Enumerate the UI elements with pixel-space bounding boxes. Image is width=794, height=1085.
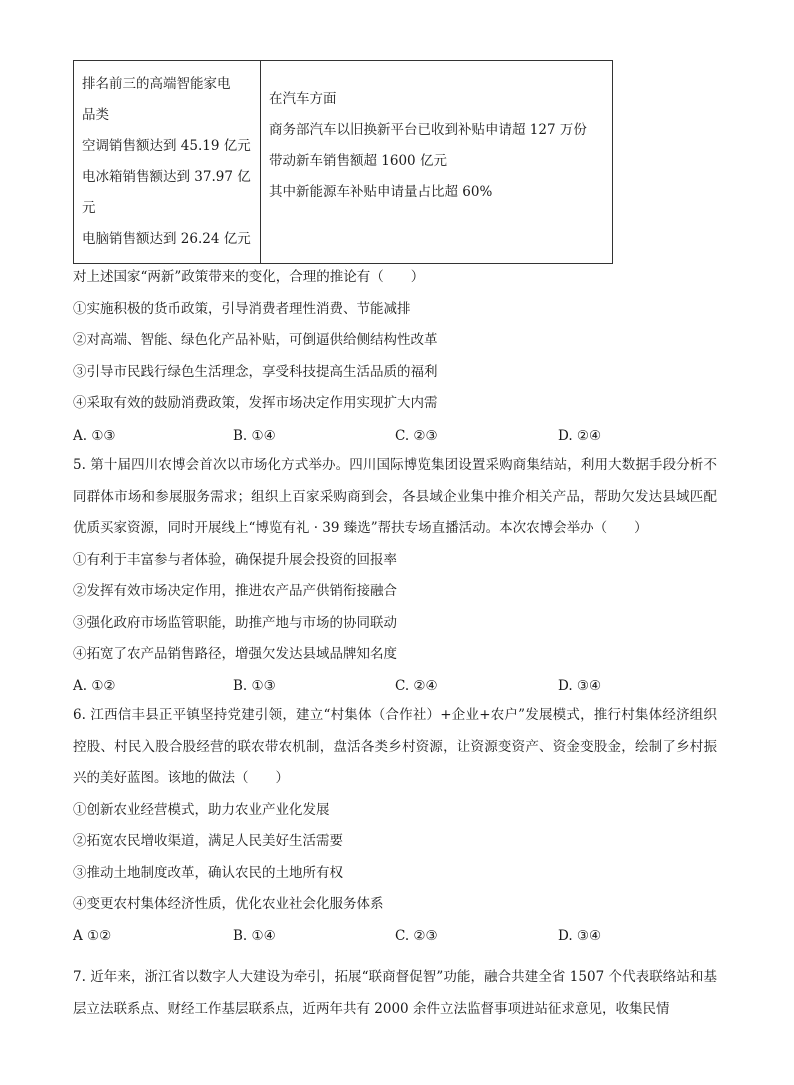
option-d[interactable]: D. ③④ — [558, 927, 602, 944]
option-c[interactable]: C. ②③ — [395, 927, 438, 944]
question-stem: 7. 近年来，浙江省以数字人大建设为牵引，拓展“联商督促智”功能，融合共建全省 1507 个代表联络站和基层立法联系点、财经工作基层联系点，近两年共有 2000 余件立法监督事项进站征求意见，收集民情 — [73, 969, 717, 1017]
options-row — [73, 921, 717, 952]
table-line: 带动新车销售额超 1600 亿元 — [269, 153, 447, 169]
option-b[interactable]: B. ①④ — [233, 927, 276, 944]
option-c[interactable]: C. ②③ — [395, 427, 438, 444]
statement: ③强化政府市场监管职能，助推产地与市场的协同联动 — [73, 614, 397, 631]
option-d[interactable]: D. ②④ — [558, 427, 602, 444]
options-row — [73, 421, 723, 452]
option-c[interactable]: C. ②④ — [395, 677, 438, 694]
statement: ②对高端、智能、绿色化产品补贴，可倒逼供给侧结构性改革 — [73, 332, 438, 348]
table-line: 在汽车方面 — [269, 91, 337, 107]
table-cell-appliances — [74, 61, 261, 264]
table-line: 商务部汽车以旧换新平台已收到补贴申请超 127 万份 — [269, 122, 587, 138]
options-row — [73, 671, 717, 702]
question-7 — [73, 962, 717, 1025]
table-line: 电脑销售额达到 26.24 亿元 — [82, 231, 251, 247]
question-6 — [73, 700, 717, 952]
table-line: 电冰箱销售额达到 37.97 亿元 — [82, 169, 251, 216]
statement: ④变更农村集体经济性质，优化农业社会化服务体系 — [73, 896, 384, 912]
option-a[interactable]: A. ①② — [73, 677, 116, 694]
table-line: 排名前三的高端智能家电品类 — [82, 76, 231, 123]
question-stem: 6. 江西信丰县正平镇坚持党建引领，建立“村集体（合作社）+企业+农户”发展模式，推行村集体经济组织控股、村民入股合股经营的联农带农机制，盘活各类乡村资源，让资源变资产、资金变股金，绘制了乡村振兴的美好蓝图。该地的做法（ ） — [73, 707, 717, 786]
option-b[interactable]: B. ①③ — [233, 677, 276, 694]
question-stem: 对上述国家“两新”政策带来的变化，合理的推论有（ ） — [73, 269, 425, 285]
question-4 — [73, 262, 723, 452]
table-line: 其中新能源车补贴申请量占比超 60% — [269, 184, 493, 200]
option-d[interactable]: D. ③④ — [558, 677, 602, 694]
data-table — [73, 60, 613, 264]
table-line: 空调销售额达到 45.19 亿元 — [82, 138, 251, 154]
option-a[interactable]: A ①② — [73, 927, 112, 944]
table-cell-automobiles — [261, 61, 613, 264]
statement: ③引导市民践行绿色生活理念，享受科技提高生活品质的福利 — [73, 363, 438, 380]
statement: ①有利于丰富参与者体验，确保提升展会投资的回报率 — [73, 551, 397, 568]
statement: ④拓宽了农产品销售路径，增强欠发达县域品牌知名度 — [73, 646, 397, 662]
statement: ①实施积极的货币政策，引导消费者理性消费、节能减排 — [73, 300, 411, 317]
statement: ①创新农业经营模式，助力农业产业化发展 — [73, 801, 330, 818]
question-stem: 5. 第十届四川农博会首次以市场化方式举办。四川国际博览集团设置采购商集结站，利用大数据手段分析不同群体市场和参展服务需求；组织上百家采购商到会，各县域企业集中推介相关产品，帮助欠发达县域匹配优质买家资源，同时开展线上“博览有礼 · 39 臻选”帮扶专场直播活动。本次农博会举办（ ） — [73, 457, 717, 536]
question-5 — [73, 450, 717, 702]
statement: ②拓宽农民增收渠道，满足人民美好生活需要 — [73, 833, 343, 849]
option-a[interactable]: A. ①③ — [73, 427, 116, 444]
option-b[interactable]: B. ①④ — [233, 427, 276, 444]
statement: ②发挥有效市场决定作用，推进农产品产供销衔接融合 — [73, 583, 397, 599]
statement: ③推动土地制度改革，确认农民的土地所有权 — [73, 864, 343, 881]
statement: ④采取有效的鼓励消费政策，发挥市场决定作用实现扩大内需 — [73, 395, 438, 411]
